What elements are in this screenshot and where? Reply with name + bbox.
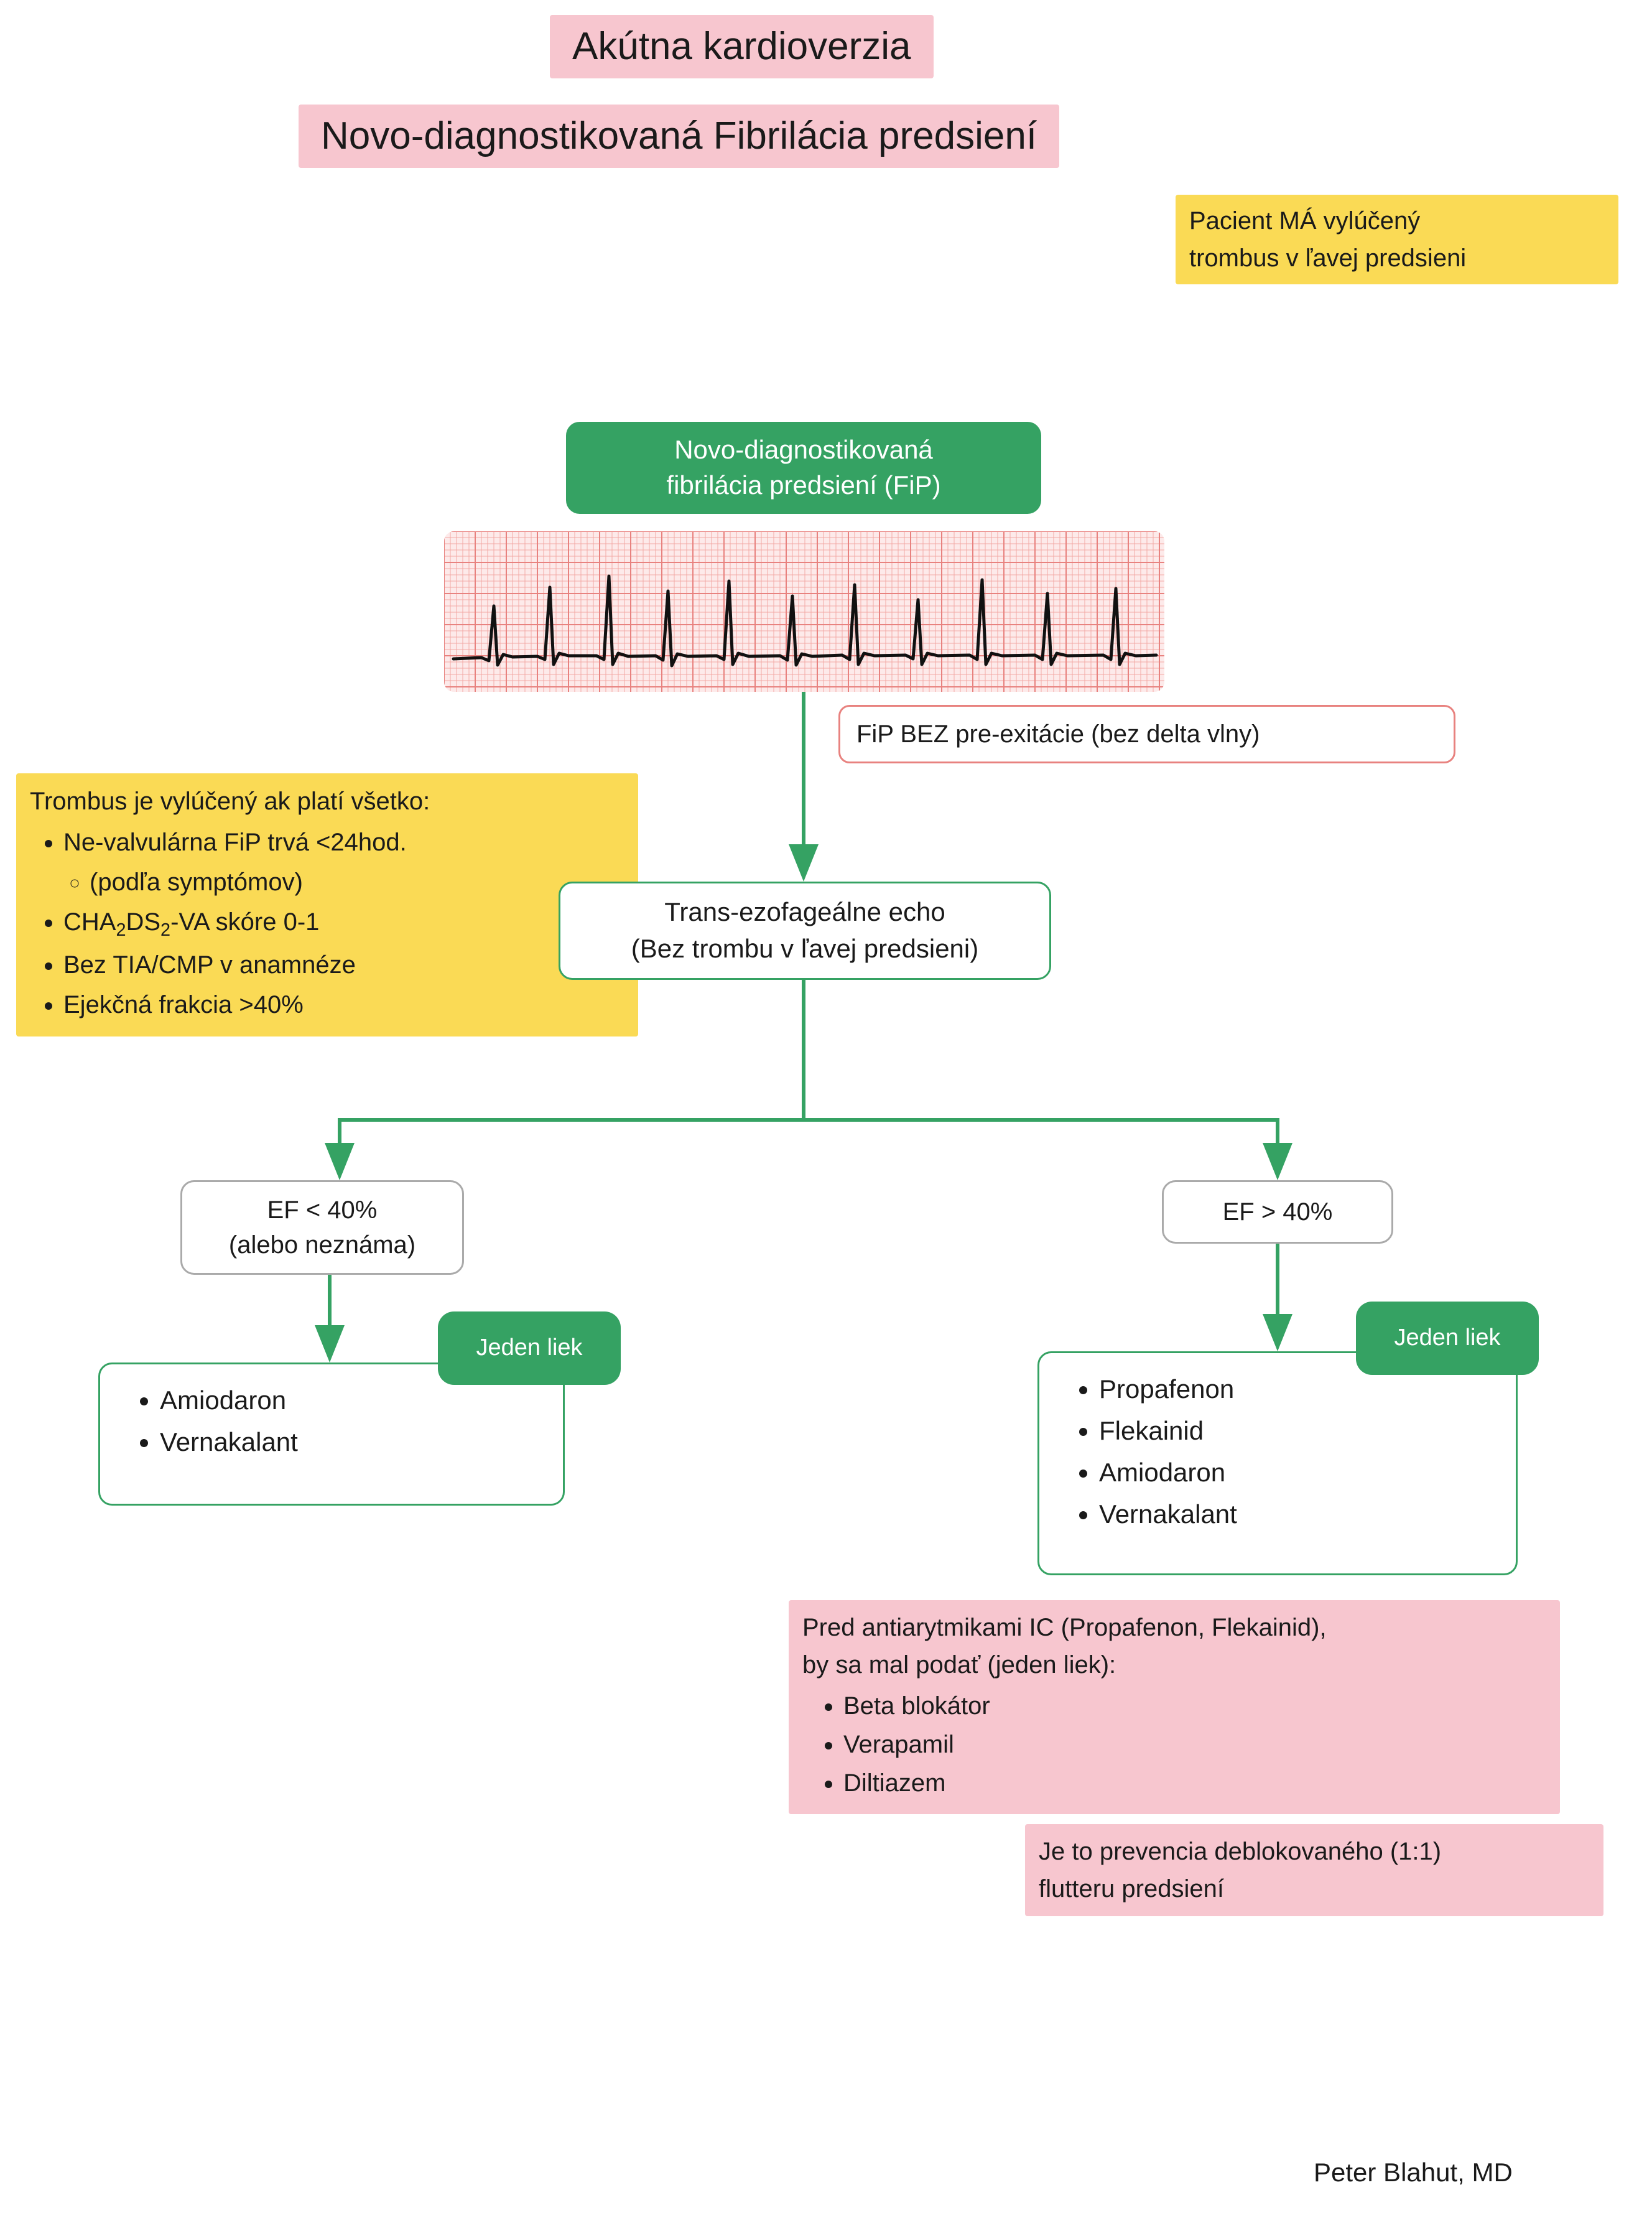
note-no-pre-excitation: FiP BEZ pre-exitácie (bez delta vlny)	[838, 705, 1455, 763]
list-item: ◦ (podľa symptómov)	[90, 863, 624, 901]
node-ef-low-line1: EF < 40%	[267, 1196, 378, 1224]
footer-author: Peter Blahut, MD	[1314, 2158, 1513, 2187]
list-item: • Vernakalant	[1099, 1494, 1500, 1534]
node-new-diagnosis-line2: fibrilácia predsiení (FiP)	[666, 470, 941, 500]
node-ef-high-line1: EF > 40%	[1222, 1198, 1333, 1226]
list-item: • Flekainid	[1099, 1411, 1500, 1450]
list-item-chads: • $CHA_2DS_2-VA$ skóre 0-1	[63, 903, 624, 944]
list-item: • Ne-valvulárna FiP trvá <24hod.	[63, 823, 624, 862]
note-thrombus-excluded	[1176, 195, 1618, 284]
list-item: • Vernakalant	[160, 1422, 547, 1461]
node-ef-low-line2: (alebo neznáma)	[228, 1231, 416, 1259]
node-ef-above-40	[1162, 1180, 1393, 1244]
list-item: • Amiodaron	[160, 1381, 547, 1420]
note-thrombus-exclusion-criteria	[16, 773, 638, 1036]
drug-list-low-ef-items	[116, 1381, 547, 1461]
note-prevention-1to1-flutter	[1025, 1824, 1603, 1916]
tag-one-drug-left: Jeden liek	[438, 1311, 621, 1385]
list-item: • Beta blokátor	[843, 1687, 1546, 1725]
list-item: • Propafenon	[1099, 1369, 1500, 1409]
node-tee-line2: (Bez trombu v ľavej predsieni)	[631, 934, 979, 963]
drug-list-high-ef	[1037, 1351, 1518, 1575]
node-new-diagnosis-line1: Novo-diagnostikovaná	[674, 435, 933, 465]
note-before-ic-line1: Pred antiarytmikami IC (Propafenon, Flekainid),	[802, 1614, 1327, 1641]
node-transesophageal-echo	[559, 882, 1051, 980]
note-thrombus-excluded-line1: Pacient MÁ vylúčený	[1189, 207, 1421, 235]
list-item: • Bez TIA/CMP v anamnéze	[63, 946, 624, 984]
ecg-rhythm-strip-icon	[444, 531, 1164, 692]
note-before-ic-line2: by sa mal podať (jeden liek):	[802, 1651, 1116, 1679]
list-item: • Ejekčná frakcia >40%	[63, 985, 624, 1024]
note-prevention-line2: flutteru predsiení	[1039, 1875, 1224, 1903]
list-item: • Amiodaron	[1099, 1453, 1500, 1492]
note-criteria-list	[30, 823, 624, 1024]
note-criteria-header: Trombus je vylúčený ak platí všetko:	[30, 788, 430, 815]
drug-list-high-ef-items	[1056, 1369, 1500, 1534]
list-item: • Diltiazem	[843, 1764, 1546, 1802]
tag-one-drug-right: Jeden liek	[1356, 1302, 1539, 1375]
list-item: • Verapamil	[843, 1726, 1546, 1763]
note-criteria-sublist	[57, 863, 624, 901]
page-title-line1: Akútna kardioverzia	[550, 15, 934, 78]
node-ef-below-40	[180, 1180, 464, 1275]
note-before-class-ic	[789, 1600, 1560, 1814]
page-title-line2: Novo-diagnostikovaná Fibrilácia predsiení	[299, 105, 1059, 168]
note-prevention-line1: Je to prevencia deblokovaného (1:1)	[1039, 1838, 1442, 1865]
node-new-diagnosis-af	[566, 422, 1041, 514]
list-item-sub-wrapper	[57, 863, 624, 901]
note-before-ic-list	[802, 1687, 1546, 1802]
node-tee-line1: Trans-ezofageálne echo	[664, 897, 945, 927]
note-thrombus-excluded-line2: trombus v ľavej predsieni	[1189, 245, 1467, 272]
